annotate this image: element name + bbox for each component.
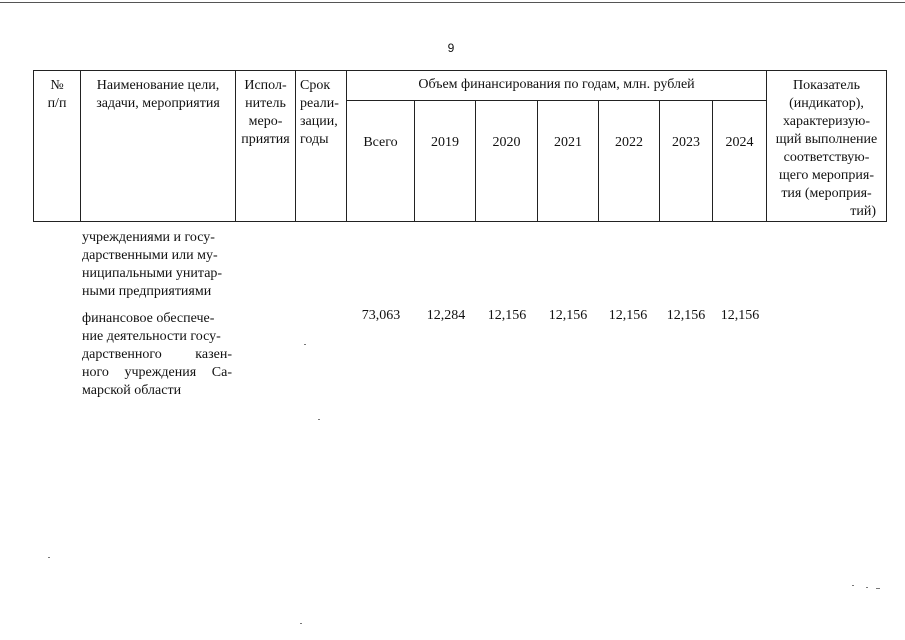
header-executor-line: меро-: [248, 114, 283, 129]
header-cell-year: [415, 101, 476, 222]
header-indicator-line: тий): [850, 204, 876, 219]
header-cell-total: [347, 101, 415, 222]
header-cell-number: [34, 71, 81, 222]
header-executor-line: Испол-: [244, 78, 287, 93]
header-term-line: Срок: [300, 78, 331, 93]
header-cell-year: [476, 101, 538, 222]
header-cell-executor: [236, 71, 296, 222]
header-cell-year: [660, 101, 713, 222]
header-name-line: Наименование цели,: [96, 78, 220, 93]
header-executor-line: нитель: [245, 96, 286, 111]
page-frame-top-line: [0, 2, 905, 3]
header-year-label: 2023: [672, 135, 700, 151]
header-cell-indicator: [767, 71, 887, 222]
header-indicator-line: Показатель: [793, 78, 860, 93]
header-cell-name: [81, 71, 236, 222]
row-2-value-2024: 12,156: [720, 308, 760, 323]
header-cell-year: [538, 101, 599, 222]
header-cell-term: [296, 71, 347, 222]
financing-table-header: [33, 70, 887, 222]
header-cell-year: [599, 101, 660, 222]
row-1-name-line: дарственными или му-: [82, 248, 218, 263]
row-1-name-line: ниципальными унитар-: [82, 266, 223, 281]
scan-speck: [48, 557, 50, 558]
row-2-name-line: ного учреждения Са-: [82, 365, 232, 380]
row-1-name: [82, 229, 232, 301]
row-1-name-line: учреждениями и госу-: [82, 230, 215, 245]
row-2-name-line: марской области: [82, 383, 182, 398]
header-name-line: задачи, мероприятия: [96, 96, 220, 111]
row-2-name-line: ние деятельности госу-: [82, 329, 221, 344]
page-frame-corner: [891, 2, 905, 12]
header-total-label: Всего: [363, 135, 398, 151]
row-2-total: 73,063: [361, 308, 401, 323]
header-year-label: 2022: [615, 135, 643, 151]
header-cell-finance-group: [347, 71, 767, 101]
header-year-label: 2019: [431, 135, 459, 151]
header-executor-line: приятия: [241, 132, 290, 147]
header-year-label: 2020: [492, 135, 521, 151]
row-2-name-line: дарственного казен-: [82, 347, 232, 362]
header-indicator-line: характеризую-: [782, 114, 871, 129]
header-year-label: 2024: [725, 135, 754, 151]
header-year-label: 2021: [554, 135, 582, 151]
header-term-line: реали-: [300, 96, 339, 111]
header-indicator-line: щего мероприя-: [778, 168, 875, 183]
scan-speck: [304, 344, 306, 345]
header-number-line: №: [50, 78, 64, 93]
header-indicator-line: тия (мероприя-: [781, 186, 872, 201]
row-2-name-line: финансовое обеспече-: [82, 311, 215, 326]
finance-group-title: Объем финансирования по годам, млн. рублей: [418, 77, 695, 92]
header-number-line: п/п: [47, 96, 67, 111]
row-2-value-2023: 12,156: [666, 308, 706, 323]
header-term-line: зации,: [300, 114, 338, 129]
row-1-name-line: ными предприятиями: [82, 284, 212, 299]
scan-speck: [318, 419, 320, 420]
row-2-value-2021: 12,156: [548, 308, 588, 323]
header-indicator-line: щий выполнение: [775, 132, 878, 147]
header-cell-year: [713, 101, 767, 222]
row-2-value-2022: 12,156: [608, 308, 648, 323]
row-2-value-2019: 12,284: [426, 308, 466, 323]
scan-speck: [852, 585, 854, 586]
header-indicator-line: (индикатор),: [789, 96, 864, 111]
scan-speck: [300, 623, 302, 624]
row-2-name: [82, 310, 232, 400]
header-indicator-line: соответствую-: [783, 150, 870, 165]
row-2-value-2020: 12,156: [487, 308, 527, 323]
scan-speck: [876, 588, 880, 589]
page-number: 9: [447, 41, 455, 55]
header-term-line: годы: [300, 132, 329, 147]
scan-speck: [866, 587, 868, 588]
